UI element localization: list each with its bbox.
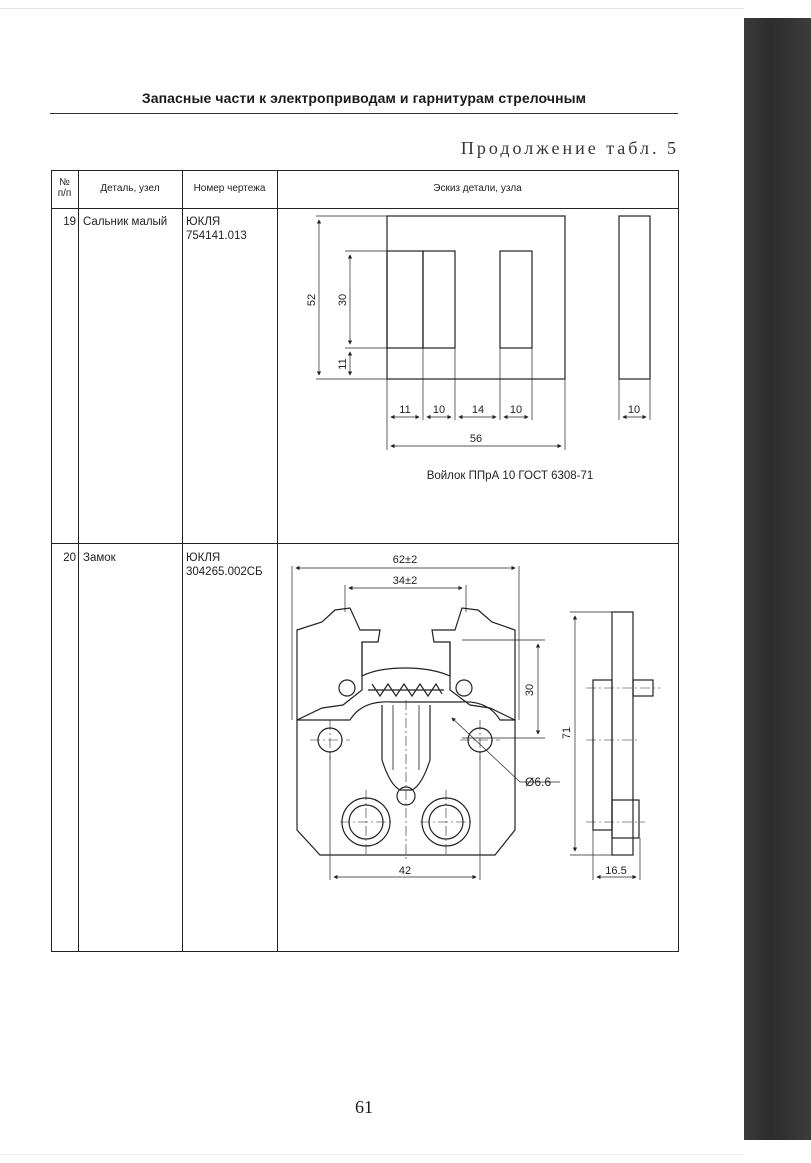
side-view-lower-block (612, 800, 639, 838)
column-header-number-line2: п/п (57, 188, 72, 199)
pin-right (456, 680, 472, 696)
drawing-number-line1: ЮКЛЯ (186, 216, 221, 228)
dim-30: 30 (337, 293, 349, 307)
lock-right-arm (432, 608, 515, 720)
lock-left-arm (297, 608, 380, 720)
dim-10-a: 10 (432, 404, 446, 416)
side-view-block (593, 680, 612, 830)
dim-16-5: 16.5 (605, 865, 627, 877)
running-header: Запасные части к электроприводам и гарнитурам стрелочным (141, 90, 587, 106)
dim-dia-leader (452, 718, 520, 782)
part-name: Сальник малый (83, 216, 168, 228)
column-header-part: Деталь, узел (100, 183, 160, 194)
dim-diameter: Ø6.6 (525, 775, 552, 789)
part-name: Замок (83, 552, 116, 564)
column-header-drawing: Номер чертежа (193, 183, 266, 194)
column-header-number-line1: № (59, 177, 70, 188)
dim-56: 56 (469, 433, 483, 445)
dim-34: 34±2 (392, 575, 418, 587)
side-view-plate (612, 612, 633, 855)
row-number: 19 (63, 216, 76, 228)
page-number: 61 (355, 1097, 373, 1117)
table-continuation-label: Продолжение табл. 5 (460, 138, 679, 158)
material-note: Войлок ППрА 10 ГОСТ 6308-71 (426, 470, 594, 482)
lock-latch (362, 642, 450, 676)
dim-14: 14 (471, 404, 485, 416)
dim-30: 30 (524, 683, 536, 697)
dim-62: 62±2 (392, 554, 418, 566)
column-header-sketch: Эскиз детали, узла (433, 183, 522, 194)
dim-10-side: 10 (627, 404, 641, 416)
dim-11-vertical: 11 (337, 358, 349, 370)
lock-spring (368, 684, 444, 696)
dim-42: 42 (398, 865, 412, 877)
pin-left (339, 680, 355, 696)
drawing-number-line2: 754141.013 (186, 230, 247, 242)
dim-10-b: 10 (509, 404, 523, 416)
row-number: 20 (63, 552, 76, 564)
dim-52: 52 (306, 293, 318, 307)
dim-71: 71 (561, 726, 573, 740)
drawing-number-line1: ЮКЛЯ (186, 552, 221, 564)
dim-11-horizontal: 11 (399, 404, 411, 416)
drawing-number-line2: 304265.002СБ (186, 566, 263, 578)
